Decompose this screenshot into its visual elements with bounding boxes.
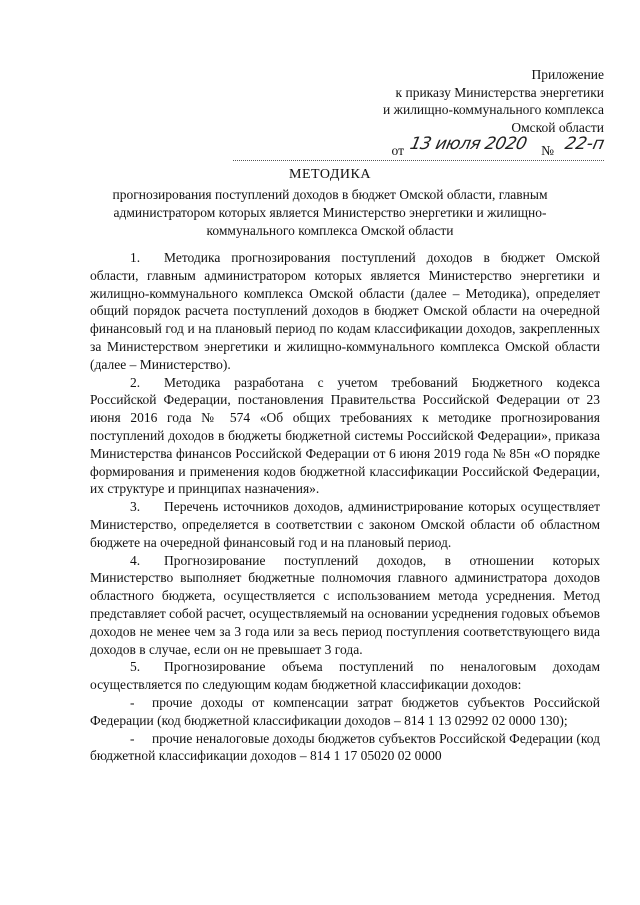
order-reference-line: к приказу Министерства энергетики — [395, 84, 604, 100]
list-dash: - — [130, 694, 135, 710]
list-item-text: прочие неналоговые доходы бюджетов субъектов Российской Федерации (код бюджетной классификации доходов – 814 1 17 05020 02 0000 — [90, 730, 600, 764]
order-date-number-line — [383, 134, 607, 164]
list-item-1 — [90, 694, 600, 730]
paragraph-number: 3. — [130, 499, 141, 515]
appendix-label: Приложение — [531, 67, 604, 82]
list-item-2 — [90, 730, 600, 766]
paragraph-3 — [90, 498, 600, 551]
document-subtitle: прогнозирования поступлений доходов в бюджет Омской области, главным администратором которых является Министерство энергетики и жилищно-коммунального комплекса Омской области — [112, 187, 548, 238]
document-title-block — [90, 166, 570, 240]
document-body — [90, 249, 600, 765]
paragraph-text: Методика разработана с учетом требований Бюджетного кодекса Российской Федерации, постановления Правительства Российской Федерации от 23 июня 2016 года № 574 «Об общих требованиях к методике прогнозирования поступлений доходов в бюджеты бюджетной системы Российской Федерации», приказа Министерства финансов Российской Федерации от 6 июня 2019 года № 85н «О порядке формирования и применения кодов бюджетной классификации Российской Федерации, их структуре и принципах назначения». — [90, 374, 600, 497]
paragraph-4 — [90, 552, 600, 659]
handwritten-order-number: 22-п — [563, 134, 607, 154]
ministry-name-line: и жилищно-коммунального комплекса — [383, 102, 604, 117]
region-name-line: Омской области — [511, 119, 604, 135]
paragraph-number: 4. — [130, 552, 141, 568]
document-heading: МЕТОДИКА — [289, 167, 371, 182]
paragraph-1 — [90, 249, 600, 374]
order-number-label: № — [541, 143, 554, 158]
paragraph-number: 2. — [130, 374, 141, 390]
appendix-header — [383, 66, 607, 164]
list-dash: - — [130, 730, 135, 746]
paragraph-2 — [90, 374, 600, 499]
list-item-text: прочие доходы от компенсации затрат бюджетов субъектов Российской Федерации (код бюджетной классификации доходов – 814 1 13 02992 02 0000 130); — [90, 694, 600, 728]
paragraph-text: Методика прогнозирования поступлений доходов в бюджет Омской области, главным администратором которых является Министерство энергетики и жилищно-коммунального комплекса Омской области (далее – Методика), определяет общий порядок расчета поступлений доходов в бюджет Омской области на очередной финансовый год и на плановый период по кодам классификации доходов, закрепленных за Министерством энергетики и жилищно-коммунального комплекса Омской области (далее – Министерство). — [90, 250, 600, 372]
paragraph-number: 5. — [130, 659, 141, 675]
paragraph-text: Прогнозирование поступлений доходов, в отношении которых Министерство выполняет бюджетные полномочия главного администратора доходов областного бюджета, осуществляется с использованием метода усреднения. Метод представляет собой расчет, осуществляемый на основании усреднения годовых объемов доходов не менее чем за 3 года или за весь период поступления соответствующего вида доходов в случае, если он не превышает 3 года. — [90, 552, 600, 657]
handwritten-order-date: 13 июля 2020 — [407, 134, 529, 154]
paragraph-number: 1. — [130, 250, 141, 265]
paragraph-5 — [90, 658, 600, 694]
paragraph-text: Прогнозирование объема поступлений по неналоговым доходам осуществляется по следующим кодам бюджетной классификации доходов: — [90, 659, 600, 693]
paragraph-text: Перечень источников доходов, администрирование которых осуществляет Министерство, определяется в соответствии с законом Омской области об областном бюджете на очередной финансовый год и на плановый период. — [90, 499, 600, 550]
order-date-prefix: от — [391, 143, 404, 158]
fill-in-dotted-line — [233, 160, 604, 161]
